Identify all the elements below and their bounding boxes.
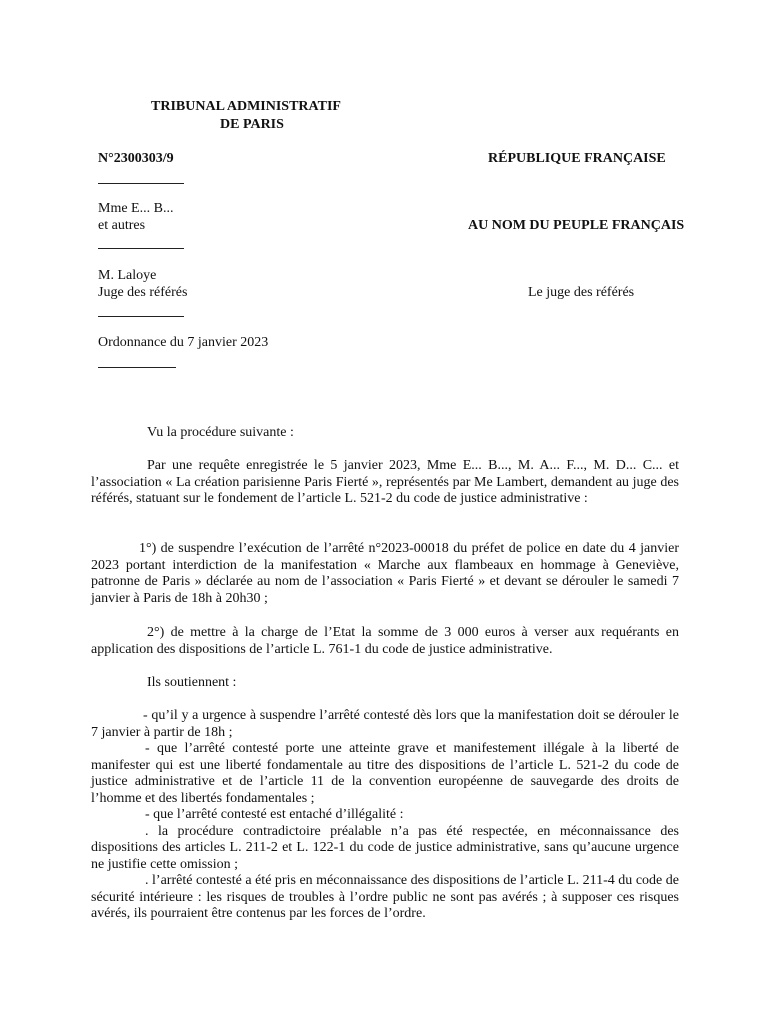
divider-2 xyxy=(98,248,184,249)
divider-4 xyxy=(98,367,176,368)
argument-urgency: - qu’il y a urgence à suspendre l’arrêté contesté dès lors que la manifestation doit se dérouler le 7 janvier à partir de 18h ; xyxy=(91,708,679,740)
right-judge-heading: Le juge des référés xyxy=(528,285,635,300)
point1-text: 1°) de suspendre l’exécution de l’arrêté n°2023-00018 du préfet de police en date du 4 janvier 2023 portant interdiction de la manifestation « Marche aux flambeaux en hommage à Geneviève, patronne de Paris » déclarée au nom de l’association « Paris Fierté » et devant se dérouler le samedi 7 janvier à Paris de 18h à 20h30 ; xyxy=(91,541,679,606)
point1-paragraph xyxy=(91,541,679,607)
argument-security-code: . l’arrêté contesté a été pris en méconnaissance des dispositions de l’article L. 211-4 du code de sécurité intérieure : les risques de troubles à l’ordre public ne sont pas avérés ; à supposer ces risques avérés, ils pourraient être contenus par les forces de l’ordre. xyxy=(91,873,679,921)
divider-1 xyxy=(98,183,184,184)
argument-illegality: - que l’arrêté contesté est entaché d’illégalité : xyxy=(145,807,404,822)
intro-paragraph xyxy=(91,425,679,442)
claims-text: Ils soutiennent : xyxy=(147,675,237,690)
court-name-line1: TRIBUNAL ADMINISTRATIF xyxy=(151,99,341,114)
parties-line2: et autres xyxy=(98,218,146,233)
case-number: N°2300303/9 xyxy=(98,151,174,166)
argument-procedure: . la procédure contradictoire préalable n’a pas été respectée, en méconnaissance des dispositions des articles L. 211-2 et L. 122-1 du code de justice administrative, sans qu’aucune urgence ne justifie cette omission ; xyxy=(91,823,679,872)
arguments-list xyxy=(91,708,679,923)
request-text: Par une requête enregistrée le 5 janvier 2023, Mme E... B..., M. A... F..., M. D... C... et l’association « La création parisienne Paris Fierté », représentés par Me Lambert, demandent au juge des référés, statuant sur le fondement de l’article L. 521-2 du code de justice administrative : xyxy=(91,458,679,506)
judge-name: M. Laloye xyxy=(98,268,157,283)
order-date: Ordonnance du 7 janvier 2023 xyxy=(98,335,269,350)
judge-role: Juge des référés xyxy=(98,285,188,300)
in-name-of-heading: AU NOM DU PEUPLE FRANÇAIS xyxy=(468,218,685,233)
request-paragraph xyxy=(91,458,679,508)
parties-line1: Mme E... B... xyxy=(98,201,174,216)
divider-3 xyxy=(98,316,184,317)
argument-violation: - que l’arrêté contesté porte une atteinte grave et manifestement illégale à la liberté de manifester qui est une liberté fondamentale au titre des dispositions de l’article L. 521-2 du code de justice administrative et de l’article 11 de la convention européenne de sauvegarde des droits de l’homme et des libertés fondamentales ; xyxy=(91,741,679,806)
point2-text: 2°) de mettre à la charge de l’Etat la somme de 3 000 euros à verser aux requérants en application des dispositions de l’article L. 761-1 du code de justice administrative. xyxy=(91,625,679,657)
intro-text: Vu la procédure suivante : xyxy=(147,425,294,440)
republic-heading: RÉPUBLIQUE FRANÇAISE xyxy=(488,151,666,166)
point2-paragraph xyxy=(91,625,679,658)
claims-paragraph xyxy=(91,675,679,692)
court-name-line2: DE PARIS xyxy=(220,117,284,132)
